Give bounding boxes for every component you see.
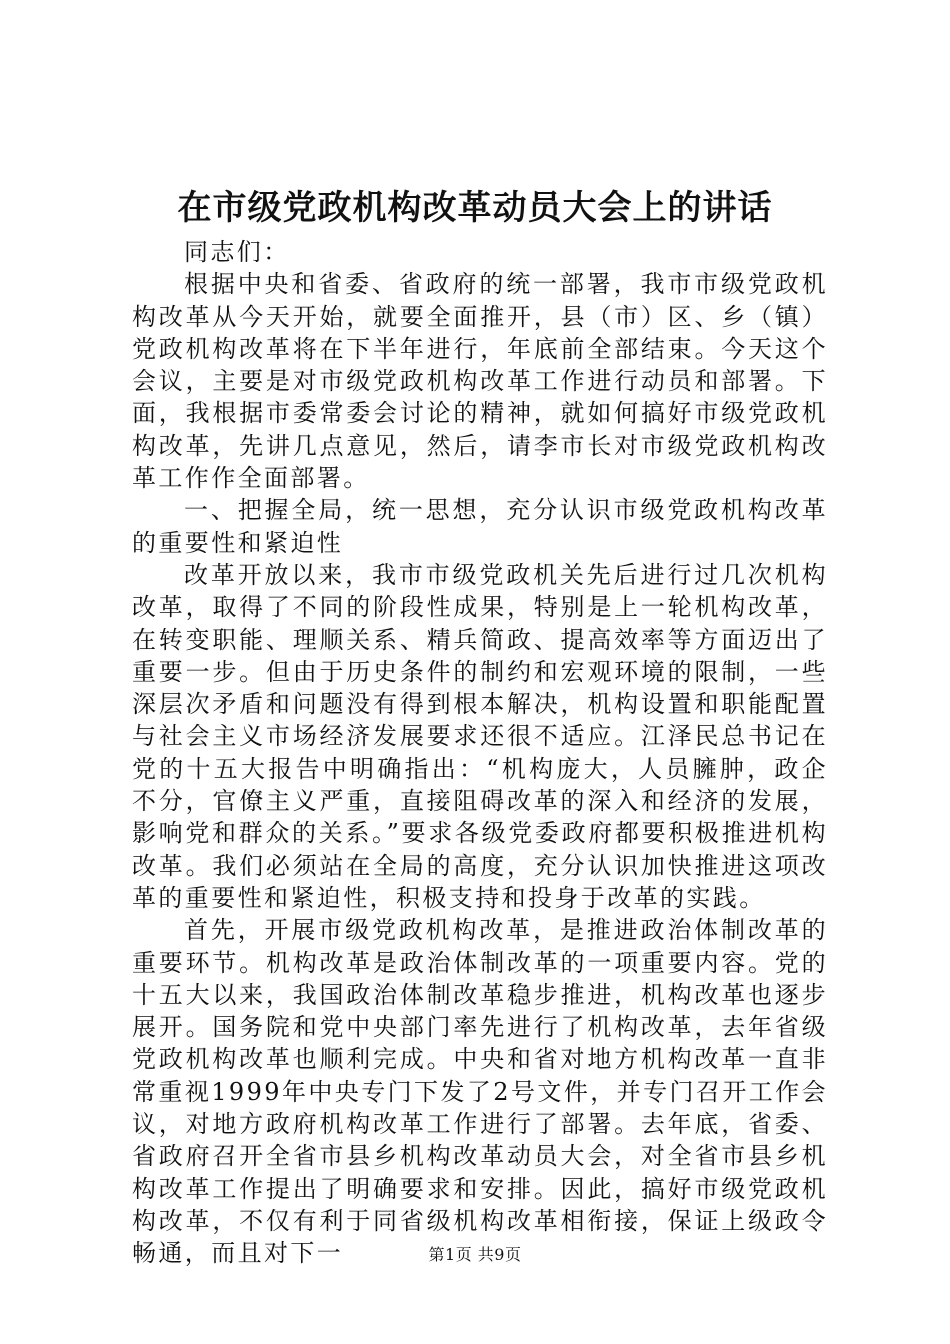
document-title: 在市级党政机构改革动员大会上的讲话 — [177, 188, 773, 228]
paragraph: 根据中央和省委、省政府的统一部署，我市市级党政机构改革从今天开始，就要全面推开，县（市）区、乡（镇）党政机构改革将在下半年进行，年底前全部结束。今天这个会议，主要是对市级党政机构改革工作进行动员和部署。下面，我根据市委常委会讨论的精神，就如何搞好市级党政机构改革，先讲几点意见，然后，请李市长对市级党政机构改革工作作全面部署。 — [132, 270, 828, 493]
paragraph: 改革开放以来，我市市级党政机关先后进行过几次机构改革，取得了不同的阶段性成果，特别是上一轮机构改革，在转变职能、理顺关系、精兵简政、提高效率等方面迈出了重要一步。但由于历史条件的制约和宏观环境的限制，一些深层次矛盾和问题没有得到根本解决，机构设置和职能配置与社会主义市场经济发展要求还很不适应。江泽民总书记在党的十五大报告中明确指出：“机构庞大，人员臃肿，政企不分，官僚主义严重，直接阻碍改革的深入和经济的发展，影响党和群众的关系。”要求各级党委政府都要积极推进机构改革。我们必须站在全局的高度，充分认识加快推进这项改革的重要性和紧迫性，积极支持和投身于改革的实践。 — [132, 560, 828, 912]
paragraph: 首先，开展市级党政机构改革，是推进政治体制改革的重要环节。机构改革是政治体制改革的一项重要内容。党的十五大以来，我国政治体制改革稳步推进，机构改革也逐步展开。国务院和党中央部门率先进行了机构改革，去年省级党政机构改革也顺利完成。中央和省对地方机构改革一直非常重视1999年中央专门下发了2号文件，并专门召开工作会议，对地方政府机构改革工作进行了部署。去年底，省委、省政府召开全省市县乡机构改革动员大会，对全省市县乡机构改革工作提出了明确要求和安排。因此，搞好市级党政机构改革，不仅有利于同省级机构改革相衔接，保证上级政令畅通，而且对下一 — [132, 916, 828, 1268]
document-body — [132, 236, 828, 1270]
greeting: 同志们： — [184, 238, 290, 266]
page-footer: 第1页 共9页 — [428, 1245, 522, 1264]
section-heading: 一、把握全局，统一思想，充分认识市级党政机构改革的重要性和紧迫性 — [132, 496, 828, 557]
